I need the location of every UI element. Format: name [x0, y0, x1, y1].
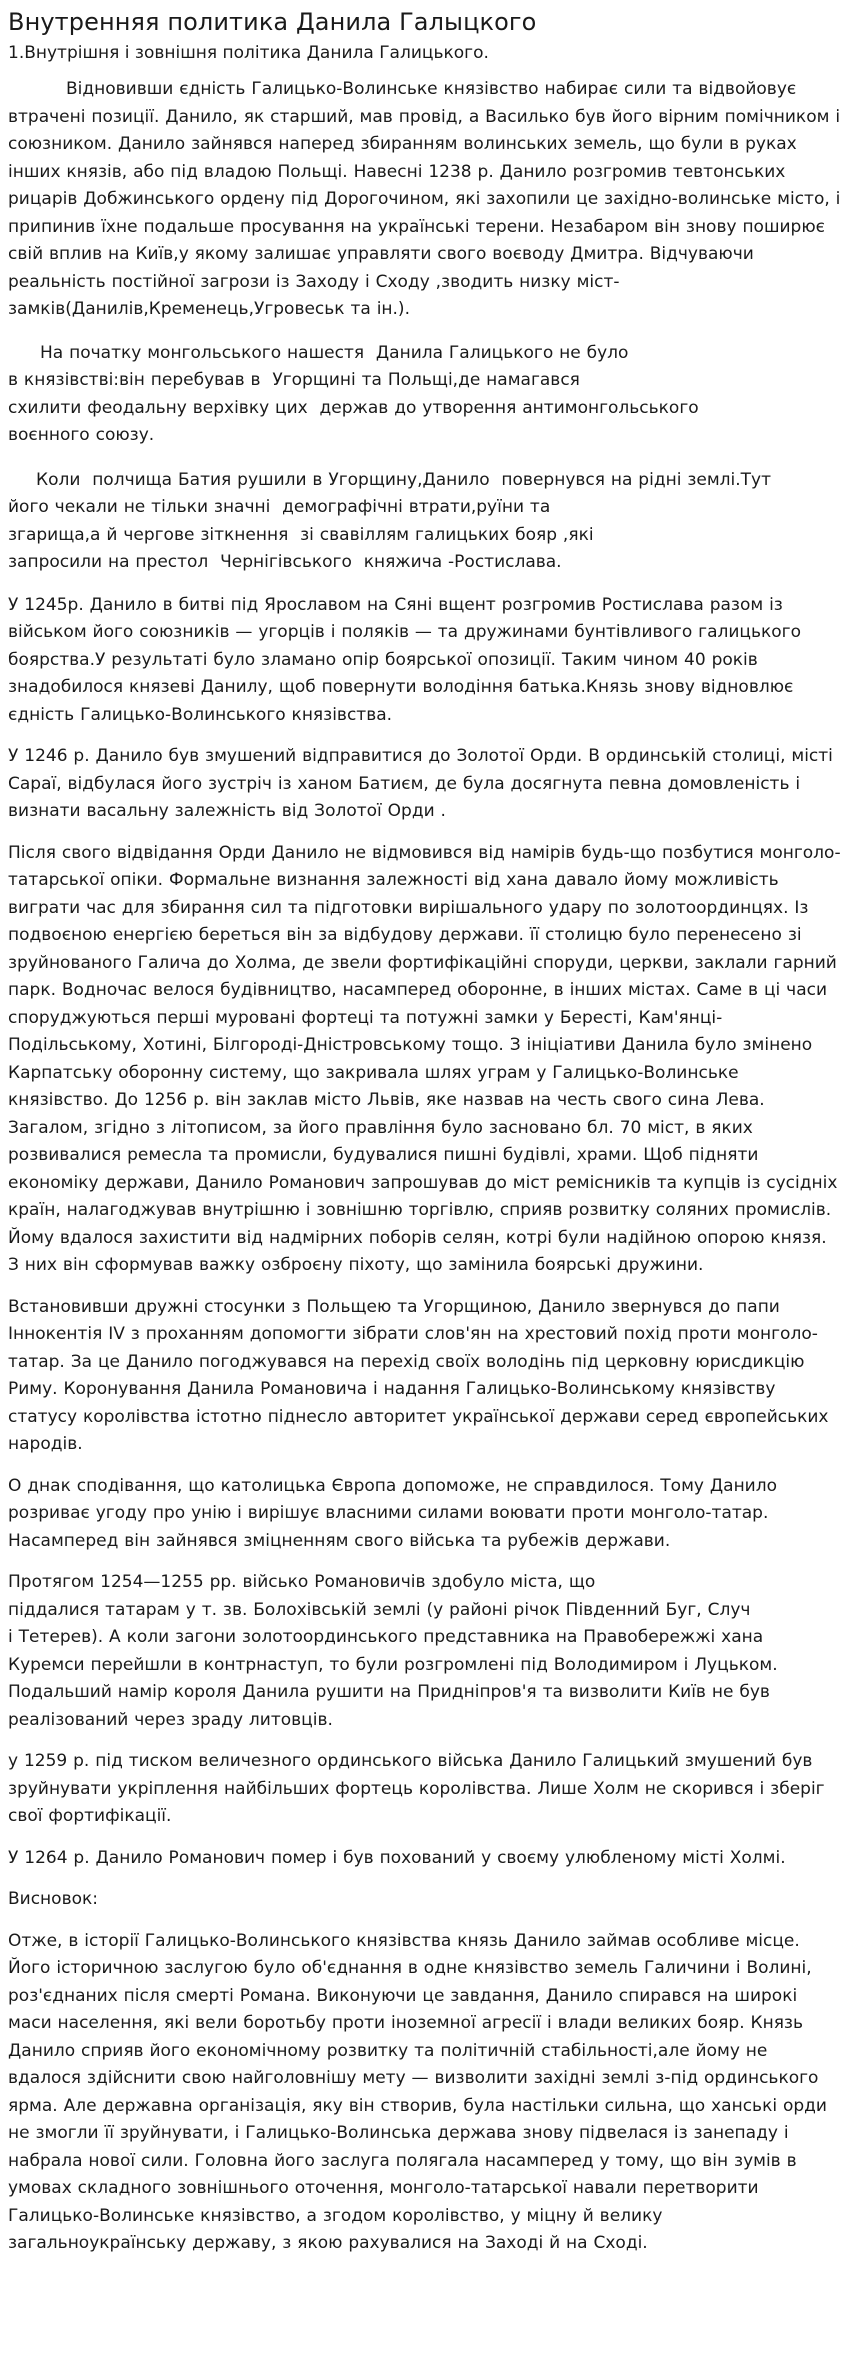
- conclusion-heading: Висновок:: [8, 1889, 98, 1909]
- paragraph-10: у 1259 р. під тиском величезного ординського війська Данило Галицький змушений був зруйнувати укріплення найбільших фортець королівства. Лише Холм не скорився і зберіг свої фортифікації.: [8, 1751, 825, 1826]
- page-title: Внутренняя политика Данила Галыцкого: [8, 8, 537, 36]
- paragraph-6: Після свого відвідання Орди Данило не відмовився від намірів будь-що позбутися монголо-татарської опіки. Формальне визнання залежності від хана давало йому можливість виграти час для збирання сил та підготовки вирішального удару по золотоординцях. Із подвоєною енергією береться він за відбудову держави. її столицю було перенесено зі зруйнованого Галича до Холма, де звели фортифікаційні споруди, церкви, заклали гарний парк. Водночас велося будівництво, насамперед оборонне, в інших містах. Саме в ці часи споруджуються перші муровані фортеці та потужні замки у Бересті, Кам'янці-Подільському, Хотині, Білгороді-Дністровському тощо. З ініціативи Данила було змінено Карпатську оборонну систему, що закривала шлях уграм у Галицько-Волинське князівство. До 1256 р. він заклав місто Львів, яке назвав на честь свого сина Лева. Загалом, згідно з літописом, за його правління було засновано бл. 70 міст, в яких розвивалися ремесла та промисли, будувалися пишні будівлі, храми. Щоб підняти економіку держави, Данило Романович запрошував до міст ремісників та купців із сусідніх країн, налагоджував внутрішню і зовнішню торгівлю, сприяв розвитку соляних промислів. Йому вдалося захистити від надмірних поборів селян, котрі були надійною опорою князя. З них він сформував важку озброєну піхоту, що замінила боярські дружини.: [8, 842, 841, 1275]
- paragraph-4: У 1245р. Данило в битві під Ярославом на Сяні вщент розгромив Ростислава разом із військом його союзників — угорців і поляків — та дружинами бунтівливого галицького боярства.У результаті було зламано опір боярської опозиції. Таким чином 40 років знадобилося князеві Данилу, щоб повернути володіння батька.Князь знову відновлює єдність Галицько-Волинського князівства.: [8, 594, 802, 725]
- paragraph-9: Протягом 1254—1255 рр. військо Романовичів здобуло міста, що піддалися татарам у т. зв. Болохівській землі (у районі річок Південний Буг, Случ і Тетерев). А коли загони золотоординського представника на Правобережжі хана Куремси перейшли в контрнаступ, то були розгромлені під Володимиром і Луцьком. Подальший намір короля Данила рушити на Придніпров'я та визволити Київ не був реалізований через зраду литовців.: [8, 1572, 778, 1730]
- document-page: [8, 6, 842, 2258]
- paragraph-2: На початку монгольського нашестя Данила Галицького не було в князівстві:він перебував в Угорщині та Польщі,де намагався схилити феодальну верхівку цих держав до утворення антимонгольського воєнного союзу.: [8, 342, 699, 445]
- paragraph-8: О днак сподівання, що католицька Європа допоможе, не справдилося. Тому Данило розриває угоду про унію і вирішує власними силами воювати проти монголо-татар. Насамперед він зайнявся зміцненням свого війська та рубежів держави.: [8, 1475, 777, 1551]
- paragraph-1: Відновивши єдність Галицько-Волинське князівство набирає сили та відвойовує втрачені позиції. Данило, як старший, мав провід, а Василько був його вірним помічником і союзником. Данило зайнявся наперед збиранням волинських земель, що були в руках інших князів, або під владою Польщі. Навесні 1238 р. Данило розгромив тевтонських рицарів Добжинського ордену під Дорогочином, які захопили це західно-волинське місто, і припинив їхне подальше просування на українські терени. Незабаром він знову поширює свій вплив на Київ,у якому залишає управляти свого воєводу Дмитра. Відчуваючи реальність постійної загрози із Заходу і Сходу ,зводить низку міст-замків(Данилів,Кременець,Угровеськ та ін.).: [8, 79, 841, 319]
- paragraph-5: У 1246 р. Данило був змушений відправитися до Золотої Орди. В ординській столиці, місті Сараї, відбулася його зустріч із ханом Батиєм, де була досягнута певна домовленість і визнати васальну залежність від Золотої Орди .: [8, 746, 833, 821]
- paragraph-conclusion: Отже, в історії Галицько-Волинського князівства князь Данило займав особливе місце. Його історичною заслугою було об'єднання в одне князівство земель Галичини і Волині, роз'єднаних після смерті Романа. Виконуючи це завдання, Данило спирався на широкі маси населення, які вели боротьбу проти іноземної агресії і влади великих бояр. Князь Данило сприяв його економічному розвитку та політичній стабільності,але йому не вдалося здійснити свою найголовнішу мету — визволити західні землі з-під ординського ярма. Але державна організація, яку він створив, була настільки сильна, що ханські орди не змогли її зруйнувати, і Галицько-Волинська держава знову підвелася із занепаду і набрала нової сили. Головна його заслуга полягала насамперед у тому, що він зумів в умовах складного зовнішнього оточення, монголо-татарської навали перетворити Галицько-Волинське князівство, а згодом королівство, у міцну й велику загальноукраїнську державу, з якою рахувалися на Заході й на Сході.: [8, 1930, 827, 2253]
- paragraph-7: Встановивши дружні стосунки з Польщею та Угорщиною, Данило звернувся до папи Іннокентія IV з проханням допомогти зібрати слов'ян на хрестовий похід проти монголо-татар. За це Данило погоджувався на перехід своїх володінь під церковну юрисдикцію Риму. Коронування Данила Романовича і надання Галицько-Волинському князівству статусу королівства істотно піднесло авторитет української держави серед європейських народів.: [8, 1296, 829, 1454]
- section-heading: 1.Внутрішня і зовнішня політика Данила Галицького.: [8, 43, 489, 63]
- paragraph-3: Коли полчища Батия рушили в Угорщину,Данило повернувся на рідні землі.Тут його чекали не тільки значні демографічні втрати,руїни та згарища,а й чергове зіткнення зі свавіллям галицьких бояр ,які запросили на престол Чернігівського княжича -Ростислава.: [8, 469, 771, 572]
- paragraph-11: У 1264 р. Данило Романович помер і був похований у своєму улюбленому місті Холмі.: [8, 1847, 786, 1868]
